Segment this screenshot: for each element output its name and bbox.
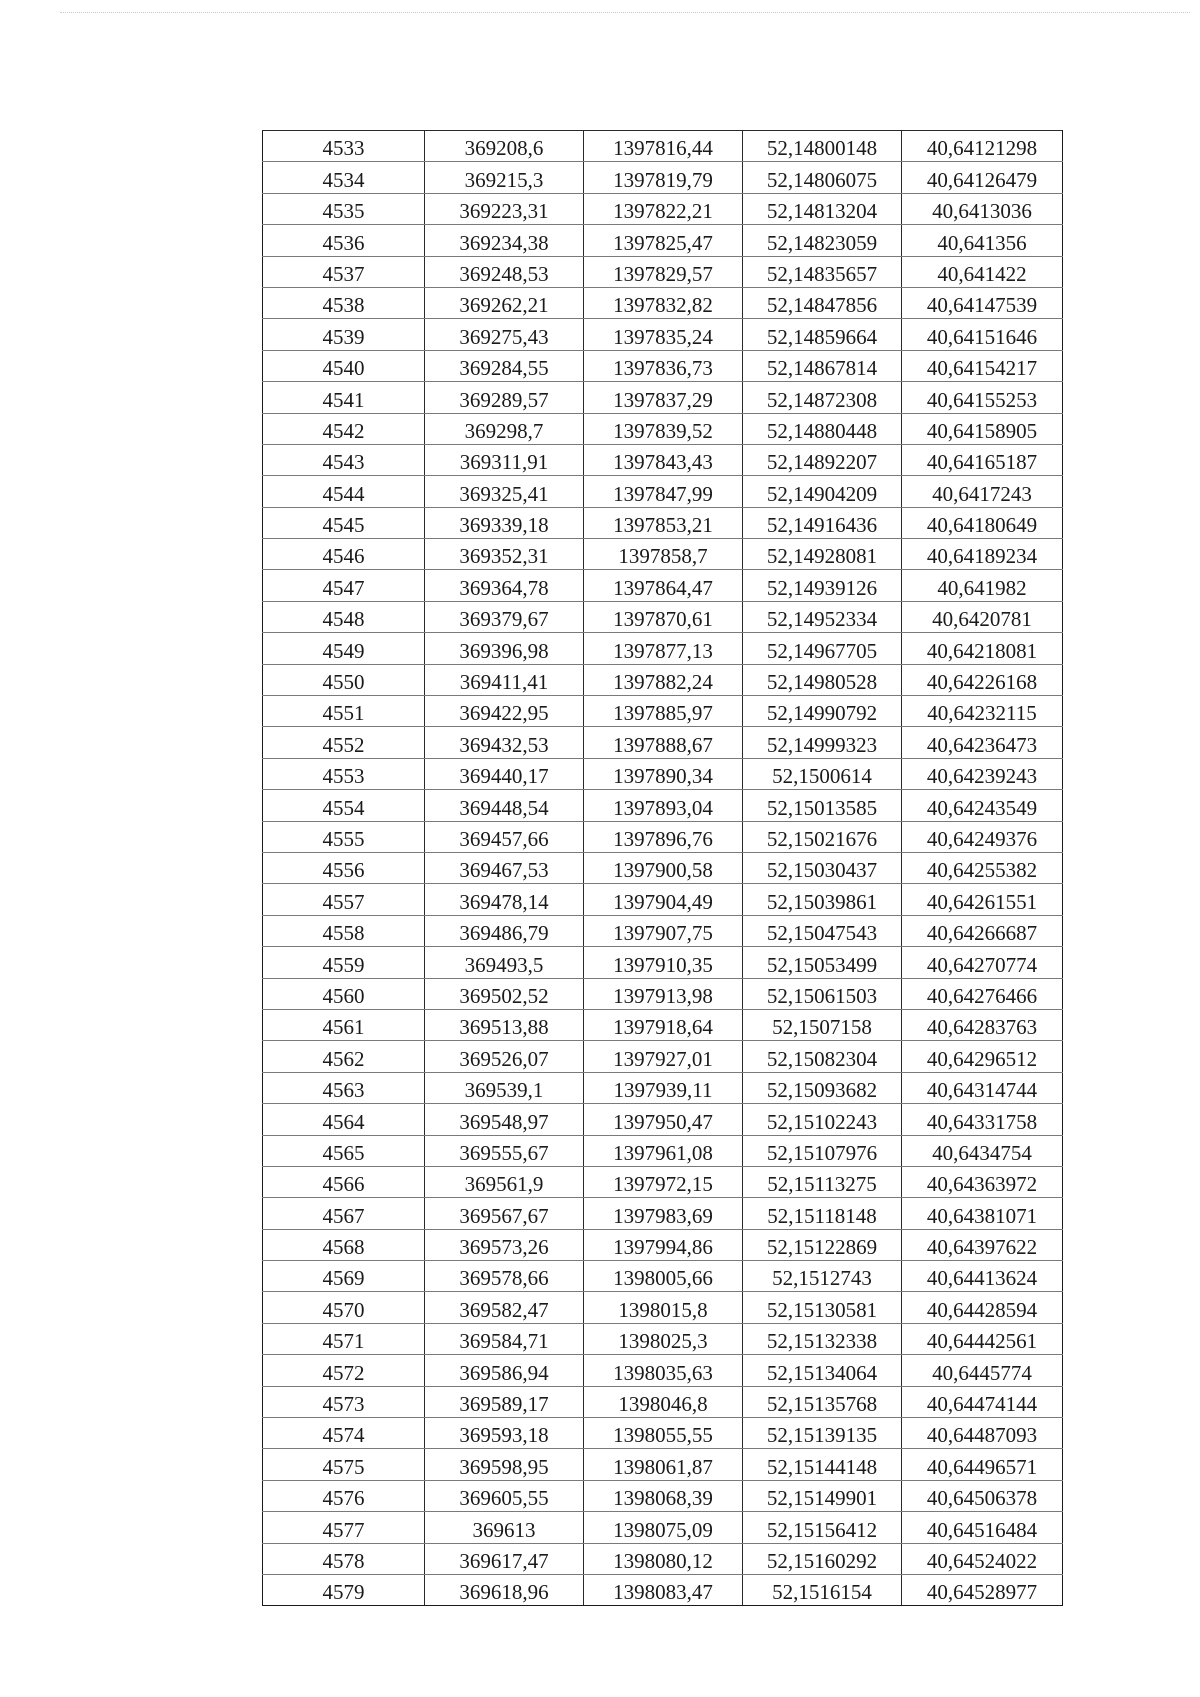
latitude-cell: 52,14990792 xyxy=(743,696,902,727)
table-row xyxy=(263,1198,1063,1229)
x-coordinate-cell: 369275,43 xyxy=(425,319,584,350)
x-coordinate-cell: 369613 xyxy=(425,1512,584,1543)
y-coordinate-cell: 1397822,21 xyxy=(584,193,743,224)
table-row xyxy=(263,1261,1063,1292)
longitude-cell: 40,64442561 xyxy=(902,1323,1063,1354)
table-row xyxy=(263,1543,1063,1574)
y-coordinate-cell: 1397939,11 xyxy=(584,1072,743,1103)
point-number-cell: 4534 xyxy=(263,162,425,193)
latitude-cell: 52,15130581 xyxy=(743,1292,902,1323)
x-coordinate-cell: 369567,67 xyxy=(425,1198,584,1229)
point-number-cell: 4556 xyxy=(263,852,425,883)
longitude-cell: 40,64243549 xyxy=(902,790,1063,821)
x-coordinate-cell: 369440,17 xyxy=(425,758,584,789)
x-coordinate-cell: 369432,53 xyxy=(425,727,584,758)
latitude-cell: 52,14835657 xyxy=(743,256,902,287)
y-coordinate-cell: 1397816,44 xyxy=(584,131,743,162)
point-number-cell: 4552 xyxy=(263,727,425,758)
latitude-cell: 52,14867814 xyxy=(743,350,902,381)
table-row xyxy=(263,1009,1063,1040)
x-coordinate-cell: 369548,97 xyxy=(425,1104,584,1135)
latitude-cell: 52,14916436 xyxy=(743,507,902,538)
latitude-cell: 52,15118148 xyxy=(743,1198,902,1229)
table-row xyxy=(263,1072,1063,1103)
table-row xyxy=(263,633,1063,664)
longitude-cell: 40,64474144 xyxy=(902,1386,1063,1417)
coordinates-table xyxy=(262,130,1063,1606)
latitude-cell: 52,14859664 xyxy=(743,319,902,350)
y-coordinate-cell: 1397913,98 xyxy=(584,978,743,1009)
latitude-cell: 52,14904209 xyxy=(743,476,902,507)
longitude-cell: 40,64255382 xyxy=(902,852,1063,883)
x-coordinate-cell: 369617,47 xyxy=(425,1543,584,1574)
point-number-cell: 4537 xyxy=(263,256,425,287)
y-coordinate-cell: 1397882,24 xyxy=(584,664,743,695)
point-number-cell: 4570 xyxy=(263,1292,425,1323)
latitude-cell: 52,14847856 xyxy=(743,287,902,318)
x-coordinate-cell: 369234,38 xyxy=(425,225,584,256)
y-coordinate-cell: 1397896,76 xyxy=(584,821,743,852)
table-row xyxy=(263,758,1063,789)
point-number-cell: 4538 xyxy=(263,287,425,318)
x-coordinate-cell: 369513,88 xyxy=(425,1009,584,1040)
x-coordinate-cell: 369486,79 xyxy=(425,915,584,946)
longitude-cell: 40,64296512 xyxy=(902,1041,1063,1072)
latitude-cell: 52,15139135 xyxy=(743,1418,902,1449)
longitude-cell: 40,64236473 xyxy=(902,727,1063,758)
longitude-cell: 40,64270774 xyxy=(902,947,1063,978)
longitude-cell: 40,6445774 xyxy=(902,1355,1063,1386)
table-row xyxy=(263,978,1063,1009)
x-coordinate-cell: 369262,21 xyxy=(425,287,584,318)
x-coordinate-cell: 369311,91 xyxy=(425,444,584,475)
longitude-cell: 40,64363972 xyxy=(902,1166,1063,1197)
x-coordinate-cell: 369539,1 xyxy=(425,1072,584,1103)
latitude-cell: 52,14823059 xyxy=(743,225,902,256)
table-row xyxy=(263,1166,1063,1197)
point-number-cell: 4549 xyxy=(263,633,425,664)
longitude-cell: 40,6434754 xyxy=(902,1135,1063,1166)
table-row xyxy=(263,1292,1063,1323)
table-row xyxy=(263,1512,1063,1543)
point-number-cell: 4565 xyxy=(263,1135,425,1166)
point-number-cell: 4561 xyxy=(263,1009,425,1040)
latitude-cell: 52,14939126 xyxy=(743,570,902,601)
longitude-cell: 40,64154217 xyxy=(902,350,1063,381)
x-coordinate-cell: 369555,67 xyxy=(425,1135,584,1166)
longitude-cell: 40,641422 xyxy=(902,256,1063,287)
longitude-cell: 40,64266687 xyxy=(902,915,1063,946)
table-row xyxy=(263,664,1063,695)
y-coordinate-cell: 1397836,73 xyxy=(584,350,743,381)
point-number-cell: 4547 xyxy=(263,570,425,601)
y-coordinate-cell: 1397858,7 xyxy=(584,539,743,570)
point-number-cell: 4540 xyxy=(263,350,425,381)
point-number-cell: 4551 xyxy=(263,696,425,727)
table-row xyxy=(263,162,1063,193)
point-number-cell: 4568 xyxy=(263,1229,425,1260)
x-coordinate-cell: 369467,53 xyxy=(425,852,584,883)
table-row xyxy=(263,287,1063,318)
x-coordinate-cell: 369248,53 xyxy=(425,256,584,287)
x-coordinate-cell: 369223,31 xyxy=(425,193,584,224)
latitude-cell: 52,1516154 xyxy=(743,1574,902,1605)
longitude-cell: 40,64261551 xyxy=(902,884,1063,915)
table-row xyxy=(263,507,1063,538)
point-number-cell: 4536 xyxy=(263,225,425,256)
latitude-cell: 52,15113275 xyxy=(743,1166,902,1197)
point-number-cell: 4541 xyxy=(263,382,425,413)
point-number-cell: 4574 xyxy=(263,1418,425,1449)
x-coordinate-cell: 369298,7 xyxy=(425,413,584,444)
point-number-cell: 4567 xyxy=(263,1198,425,1229)
longitude-cell: 40,641982 xyxy=(902,570,1063,601)
table-row xyxy=(263,131,1063,162)
longitude-cell: 40,64180649 xyxy=(902,507,1063,538)
longitude-cell: 40,64121298 xyxy=(902,131,1063,162)
longitude-cell: 40,64232115 xyxy=(902,696,1063,727)
longitude-cell: 40,64381071 xyxy=(902,1198,1063,1229)
point-number-cell: 4543 xyxy=(263,444,425,475)
x-coordinate-cell: 369215,3 xyxy=(425,162,584,193)
latitude-cell: 52,1500614 xyxy=(743,758,902,789)
latitude-cell: 52,14813204 xyxy=(743,193,902,224)
y-coordinate-cell: 1398046,8 xyxy=(584,1386,743,1417)
y-coordinate-cell: 1397870,61 xyxy=(584,601,743,632)
point-number-cell: 4558 xyxy=(263,915,425,946)
table-row xyxy=(263,382,1063,413)
point-number-cell: 4560 xyxy=(263,978,425,1009)
x-coordinate-cell: 369339,18 xyxy=(425,507,584,538)
y-coordinate-cell: 1397853,21 xyxy=(584,507,743,538)
longitude-cell: 40,64151646 xyxy=(902,319,1063,350)
point-number-cell: 4542 xyxy=(263,413,425,444)
table-row xyxy=(263,821,1063,852)
table-row xyxy=(263,1229,1063,1260)
point-number-cell: 4577 xyxy=(263,1512,425,1543)
y-coordinate-cell: 1397900,58 xyxy=(584,852,743,883)
latitude-cell: 52,15135768 xyxy=(743,1386,902,1417)
latitude-cell: 52,15132338 xyxy=(743,1323,902,1354)
x-coordinate-cell: 369573,26 xyxy=(425,1229,584,1260)
x-coordinate-cell: 369396,98 xyxy=(425,633,584,664)
longitude-cell: 40,64147539 xyxy=(902,287,1063,318)
point-number-cell: 4553 xyxy=(263,758,425,789)
longitude-cell: 40,64413624 xyxy=(902,1261,1063,1292)
y-coordinate-cell: 1397885,97 xyxy=(584,696,743,727)
longitude-cell: 40,64283763 xyxy=(902,1009,1063,1040)
longitude-cell: 40,64506378 xyxy=(902,1480,1063,1511)
point-number-cell: 4562 xyxy=(263,1041,425,1072)
table-row xyxy=(263,884,1063,915)
point-number-cell: 4564 xyxy=(263,1104,425,1135)
point-number-cell: 4535 xyxy=(263,193,425,224)
longitude-cell: 40,6413036 xyxy=(902,193,1063,224)
latitude-cell: 52,14967705 xyxy=(743,633,902,664)
table-row xyxy=(263,696,1063,727)
latitude-cell: 52,15021676 xyxy=(743,821,902,852)
longitude-cell: 40,64397622 xyxy=(902,1229,1063,1260)
table-row xyxy=(263,193,1063,224)
longitude-cell: 40,64528977 xyxy=(902,1574,1063,1605)
table-row xyxy=(263,413,1063,444)
y-coordinate-cell: 1398025,3 xyxy=(584,1323,743,1354)
table-row xyxy=(263,1041,1063,1072)
y-coordinate-cell: 1397837,29 xyxy=(584,382,743,413)
latitude-cell: 52,15156412 xyxy=(743,1512,902,1543)
point-number-cell: 4578 xyxy=(263,1543,425,1574)
x-coordinate-cell: 369379,67 xyxy=(425,601,584,632)
latitude-cell: 52,1507158 xyxy=(743,1009,902,1040)
y-coordinate-cell: 1398068,39 xyxy=(584,1480,743,1511)
point-number-cell: 4546 xyxy=(263,539,425,570)
latitude-cell: 52,15134064 xyxy=(743,1355,902,1386)
y-coordinate-cell: 1397819,79 xyxy=(584,162,743,193)
point-number-cell: 4575 xyxy=(263,1449,425,1480)
longitude-cell: 40,64239243 xyxy=(902,758,1063,789)
x-coordinate-cell: 369586,94 xyxy=(425,1355,584,1386)
y-coordinate-cell: 1397835,24 xyxy=(584,319,743,350)
y-coordinate-cell: 1397961,08 xyxy=(584,1135,743,1166)
latitude-cell: 52,15047543 xyxy=(743,915,902,946)
point-number-cell: 4550 xyxy=(263,664,425,695)
y-coordinate-cell: 1398061,87 xyxy=(584,1449,743,1480)
coordinates-table-body xyxy=(263,131,1063,1606)
x-coordinate-cell: 369352,31 xyxy=(425,539,584,570)
y-coordinate-cell: 1397918,64 xyxy=(584,1009,743,1040)
x-coordinate-cell: 369208,6 xyxy=(425,131,584,162)
latitude-cell: 52,15102243 xyxy=(743,1104,902,1135)
longitude-cell: 40,64524022 xyxy=(902,1543,1063,1574)
latitude-cell: 52,14800148 xyxy=(743,131,902,162)
table-row xyxy=(263,1418,1063,1449)
table-row xyxy=(263,444,1063,475)
table-row xyxy=(263,1574,1063,1605)
longitude-cell: 40,64126479 xyxy=(902,162,1063,193)
point-number-cell: 4573 xyxy=(263,1386,425,1417)
x-coordinate-cell: 369364,78 xyxy=(425,570,584,601)
latitude-cell: 52,15061503 xyxy=(743,978,902,1009)
table-row xyxy=(263,852,1063,883)
table-row xyxy=(263,570,1063,601)
table-row xyxy=(263,319,1063,350)
table-row xyxy=(263,947,1063,978)
y-coordinate-cell: 1398055,55 xyxy=(584,1418,743,1449)
longitude-cell: 40,64158905 xyxy=(902,413,1063,444)
y-coordinate-cell: 1397927,01 xyxy=(584,1041,743,1072)
y-coordinate-cell: 1398035,63 xyxy=(584,1355,743,1386)
table-row xyxy=(263,476,1063,507)
longitude-cell: 40,64165187 xyxy=(902,444,1063,475)
longitude-cell: 40,64331758 xyxy=(902,1104,1063,1135)
y-coordinate-cell: 1397893,04 xyxy=(584,790,743,821)
latitude-cell: 52,14880448 xyxy=(743,413,902,444)
latitude-cell: 52,15122869 xyxy=(743,1229,902,1260)
y-coordinate-cell: 1398083,47 xyxy=(584,1574,743,1605)
x-coordinate-cell: 369284,55 xyxy=(425,350,584,381)
x-coordinate-cell: 369618,96 xyxy=(425,1574,584,1605)
y-coordinate-cell: 1398015,8 xyxy=(584,1292,743,1323)
table-row xyxy=(263,1323,1063,1354)
latitude-cell: 52,14928081 xyxy=(743,539,902,570)
longitude-cell: 40,64516484 xyxy=(902,1512,1063,1543)
y-coordinate-cell: 1398075,09 xyxy=(584,1512,743,1543)
x-coordinate-cell: 369589,17 xyxy=(425,1386,584,1417)
latitude-cell: 52,14806075 xyxy=(743,162,902,193)
x-coordinate-cell: 369289,57 xyxy=(425,382,584,413)
table-row xyxy=(263,350,1063,381)
table-row xyxy=(263,256,1063,287)
y-coordinate-cell: 1398080,12 xyxy=(584,1543,743,1574)
x-coordinate-cell: 369411,41 xyxy=(425,664,584,695)
x-coordinate-cell: 369457,66 xyxy=(425,821,584,852)
y-coordinate-cell: 1397847,99 xyxy=(584,476,743,507)
x-coordinate-cell: 369502,52 xyxy=(425,978,584,1009)
table-row xyxy=(263,1355,1063,1386)
longitude-cell: 40,6420781 xyxy=(902,601,1063,632)
latitude-cell: 52,15107976 xyxy=(743,1135,902,1166)
x-coordinate-cell: 369598,95 xyxy=(425,1449,584,1480)
longitude-cell: 40,64314744 xyxy=(902,1072,1063,1103)
longitude-cell: 40,6417243 xyxy=(902,476,1063,507)
longitude-cell: 40,64276466 xyxy=(902,978,1063,1009)
latitude-cell: 52,15160292 xyxy=(743,1543,902,1574)
point-number-cell: 4579 xyxy=(263,1574,425,1605)
point-number-cell: 4548 xyxy=(263,601,425,632)
latitude-cell: 52,14999323 xyxy=(743,727,902,758)
latitude-cell: 52,14952334 xyxy=(743,601,902,632)
longitude-cell: 40,64249376 xyxy=(902,821,1063,852)
point-number-cell: 4557 xyxy=(263,884,425,915)
y-coordinate-cell: 1397832,82 xyxy=(584,287,743,318)
point-number-cell: 4566 xyxy=(263,1166,425,1197)
table-row xyxy=(263,1386,1063,1417)
x-coordinate-cell: 369493,5 xyxy=(425,947,584,978)
point-number-cell: 4569 xyxy=(263,1261,425,1292)
latitude-cell: 52,14980528 xyxy=(743,664,902,695)
table-row xyxy=(263,1449,1063,1480)
y-coordinate-cell: 1397864,47 xyxy=(584,570,743,601)
longitude-cell: 40,64487093 xyxy=(902,1418,1063,1449)
table-row xyxy=(263,1104,1063,1135)
table-row xyxy=(263,727,1063,758)
latitude-cell: 52,15144148 xyxy=(743,1449,902,1480)
point-number-cell: 4571 xyxy=(263,1323,425,1354)
longitude-cell: 40,641356 xyxy=(902,225,1063,256)
table-row xyxy=(263,601,1063,632)
latitude-cell: 52,1512743 xyxy=(743,1261,902,1292)
point-number-cell: 4544 xyxy=(263,476,425,507)
y-coordinate-cell: 1397839,52 xyxy=(584,413,743,444)
latitude-cell: 52,15149901 xyxy=(743,1480,902,1511)
y-coordinate-cell: 1397829,57 xyxy=(584,256,743,287)
y-coordinate-cell: 1398005,66 xyxy=(584,1261,743,1292)
longitude-cell: 40,64496571 xyxy=(902,1449,1063,1480)
scan-edge-line xyxy=(60,12,1190,13)
point-number-cell: 4545 xyxy=(263,507,425,538)
latitude-cell: 52,14892207 xyxy=(743,444,902,475)
x-coordinate-cell: 369584,71 xyxy=(425,1323,584,1354)
y-coordinate-cell: 1397843,43 xyxy=(584,444,743,475)
latitude-cell: 52,15030437 xyxy=(743,852,902,883)
x-coordinate-cell: 369325,41 xyxy=(425,476,584,507)
y-coordinate-cell: 1397877,13 xyxy=(584,633,743,664)
x-coordinate-cell: 369526,07 xyxy=(425,1041,584,1072)
latitude-cell: 52,15013585 xyxy=(743,790,902,821)
x-coordinate-cell: 369593,18 xyxy=(425,1418,584,1449)
longitude-cell: 40,64189234 xyxy=(902,539,1063,570)
y-coordinate-cell: 1397904,49 xyxy=(584,884,743,915)
point-number-cell: 4554 xyxy=(263,790,425,821)
table-row xyxy=(263,915,1063,946)
point-number-cell: 4555 xyxy=(263,821,425,852)
y-coordinate-cell: 1397825,47 xyxy=(584,225,743,256)
x-coordinate-cell: 369422,95 xyxy=(425,696,584,727)
longitude-cell: 40,64428594 xyxy=(902,1292,1063,1323)
y-coordinate-cell: 1397983,69 xyxy=(584,1198,743,1229)
y-coordinate-cell: 1397994,86 xyxy=(584,1229,743,1260)
x-coordinate-cell: 369448,54 xyxy=(425,790,584,821)
latitude-cell: 52,15082304 xyxy=(743,1041,902,1072)
longitude-cell: 40,64218081 xyxy=(902,633,1063,664)
latitude-cell: 52,15053499 xyxy=(743,947,902,978)
point-number-cell: 4559 xyxy=(263,947,425,978)
longitude-cell: 40,64226168 xyxy=(902,664,1063,695)
table-row xyxy=(263,790,1063,821)
y-coordinate-cell: 1397972,15 xyxy=(584,1166,743,1197)
y-coordinate-cell: 1397910,35 xyxy=(584,947,743,978)
table-row xyxy=(263,539,1063,570)
point-number-cell: 4572 xyxy=(263,1355,425,1386)
x-coordinate-cell: 369578,66 xyxy=(425,1261,584,1292)
point-number-cell: 4563 xyxy=(263,1072,425,1103)
longitude-cell: 40,64155253 xyxy=(902,382,1063,413)
point-number-cell: 4539 xyxy=(263,319,425,350)
y-coordinate-cell: 1397890,34 xyxy=(584,758,743,789)
table-row xyxy=(263,225,1063,256)
y-coordinate-cell: 1397888,67 xyxy=(584,727,743,758)
point-number-cell: 4533 xyxy=(263,131,425,162)
latitude-cell: 52,15093682 xyxy=(743,1072,902,1103)
x-coordinate-cell: 369605,55 xyxy=(425,1480,584,1511)
table-row xyxy=(263,1480,1063,1511)
x-coordinate-cell: 369478,14 xyxy=(425,884,584,915)
latitude-cell: 52,15039861 xyxy=(743,884,902,915)
x-coordinate-cell: 369582,47 xyxy=(425,1292,584,1323)
point-number-cell: 4576 xyxy=(263,1480,425,1511)
x-coordinate-cell: 369561,9 xyxy=(425,1166,584,1197)
table-row xyxy=(263,1135,1063,1166)
y-coordinate-cell: 1397950,47 xyxy=(584,1104,743,1135)
latitude-cell: 52,14872308 xyxy=(743,382,902,413)
y-coordinate-cell: 1397907,75 xyxy=(584,915,743,946)
